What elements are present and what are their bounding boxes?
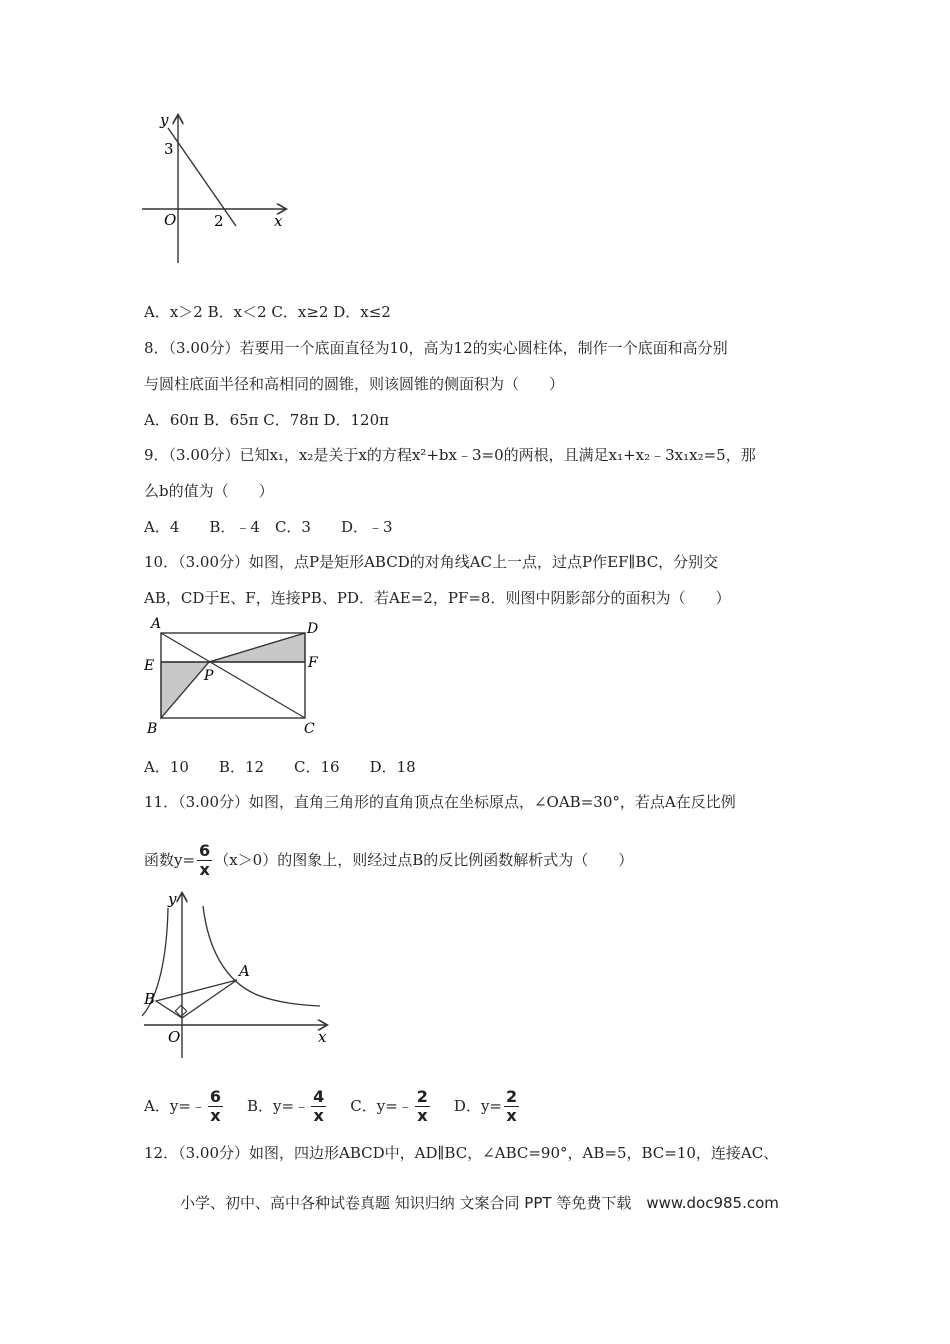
q11-label-a: A (239, 962, 250, 980)
q11-opt-b-den: x (313, 1105, 324, 1125)
q11-opt-c: C．y=﹣ (350, 1097, 413, 1115)
q7-label-3: 3 (164, 140, 174, 158)
q7-label-2: 2 (214, 212, 224, 230)
q12-line1: 12．（3.00分）如图，四边形ABCD中，AD∥BC，∠ABC=90°，AB=5，BC=10，连接AC、 (144, 1144, 779, 1162)
q7-x-label: x (274, 212, 283, 230)
q11-opt-c-frac (415, 1088, 430, 1125)
q7-graph (140, 108, 300, 268)
q9-line2: 么b的值为（ ） (144, 482, 274, 500)
q7-origin-label: O (164, 211, 177, 229)
q10-label-p: P (204, 668, 214, 684)
q11-opt-d: D．y= (453, 1097, 502, 1115)
q11-opt-a-frac (208, 1088, 223, 1125)
q11-line1: 11．（3.00分）如图，直角三角形的直角顶点在坐标原点，∠OAB=30°，若点A在反比例 (144, 793, 736, 811)
q11-opt-d-num: 2 (506, 1086, 518, 1106)
q10-line1: 10．（3.00分）如图，点P是矩形ABCD的对角线AC上一点，过点P作EF∥BC，分别交 (144, 553, 719, 571)
q11-graph (140, 888, 340, 1063)
q11-line2-post: （x＞0）的图象上，则经过点B的反比例函数解析式为（ ） (214, 851, 634, 869)
q7-options: A．x＞2 B．x＜2 C．x≥2 D．x≤2 (144, 303, 391, 321)
q11-x-label: x (318, 1028, 327, 1046)
q11-opt-d-den: x (506, 1105, 517, 1125)
q10-line2: AB，CD于E、F，连接PB、PD．若AE=2，PF=8．则图中阴影部分的面积为（ ） (144, 589, 731, 607)
q11-opt-b-frac (311, 1088, 326, 1125)
q9-line1: 9．（3.00分）已知x₁，x₂是关于x的方程x²+bx﹣3=0的两根，且满足x₁+x₂﹣3x₁x₂=5，那 (144, 446, 756, 464)
q10-label-d: D (307, 621, 319, 637)
q8-options: A．60π B．65π C．78π D．120π (144, 411, 389, 429)
page-footer: 小学、初中、高中各种试卷真题 知识归纳 文案合同 PPT 等免费下载 www.doc985.com (180, 1194, 779, 1212)
q11-origin-label: O (168, 1028, 181, 1046)
q11-frac-num: 6 (199, 840, 211, 860)
q10-label-e: E (144, 658, 155, 674)
q11-opt-b-num: 4 (313, 1086, 325, 1106)
q10-label-a: A (151, 616, 162, 632)
q10-options: A．10 B．12 C．16 D．18 (144, 758, 416, 776)
q11-opt-a: A．y=﹣ (144, 1097, 206, 1115)
q10-label-c: C (304, 721, 315, 737)
q10-rectangle-figure (140, 612, 330, 742)
q8-line1: 8．（3.00分）若要用一个底面直径为10，高为12的实心圆柱体，制作一个底面和高分别 (144, 339, 728, 357)
q11-triangle (156, 980, 237, 1018)
q8-line2: 与圆柱底面半径和高相同的圆锥，则该圆锥的侧面积为（ ） (144, 375, 565, 393)
q11-opt-d-frac (504, 1088, 519, 1125)
q11-frac-den: x (199, 859, 210, 879)
q11-line2 (144, 838, 633, 882)
q10-label-b: B (147, 721, 158, 737)
q11-options (144, 1084, 521, 1128)
q11-opt-c-den: x (417, 1105, 428, 1125)
q11-opt-a-den: x (210, 1105, 221, 1125)
q11-opt-c-num: 2 (416, 1086, 428, 1106)
q11-fraction (197, 842, 212, 879)
q11-opt-a-num: 6 (209, 1086, 222, 1106)
q10-label-f: F (308, 655, 318, 671)
q11-line2-pre: 函数y= (144, 851, 196, 869)
q11-opt-b: B．y=﹣ (247, 1097, 310, 1115)
q7-y-label: y (160, 111, 169, 129)
q11-label-b: B (144, 990, 156, 1008)
q11-y-label: y (168, 890, 177, 908)
q9-options: A．4 B．﹣4 C．3 D．﹣3 (144, 518, 393, 536)
